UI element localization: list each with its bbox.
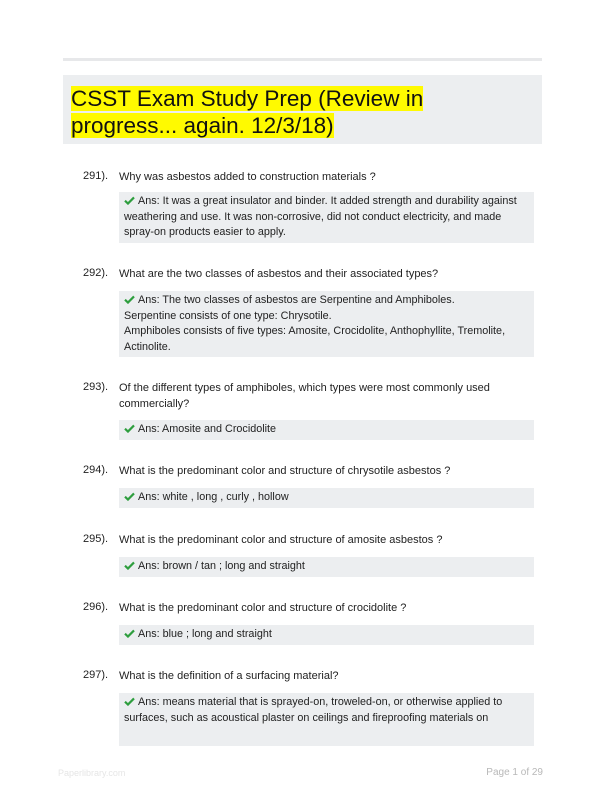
answer-text: Ans: means material that is sprayed-on, troweled-on, or otherwise applied to surfaces, such as acoustical plaster on ceilings and fireproofing materials on bbox=[124, 696, 503, 724]
page-title bbox=[71, 85, 511, 139]
checkmark-icon bbox=[124, 629, 135, 638]
question-number: 292). bbox=[83, 267, 109, 279]
checkmark-icon bbox=[124, 295, 135, 304]
question-number: 294). bbox=[83, 464, 109, 476]
question-text: What are the two classes of asbestos and their associated types? bbox=[119, 268, 439, 280]
checkmark-icon bbox=[124, 561, 135, 570]
checkmark-icon bbox=[124, 196, 135, 205]
question-text: What is the predominant color and structure of chrysotile asbestos ? bbox=[119, 465, 451, 477]
page-indicator: Page 1 of 29 bbox=[486, 767, 543, 778]
answer-box bbox=[119, 291, 534, 357]
answer-text: Ans: brown / tan ; long and straight bbox=[138, 560, 305, 572]
answer-text-line: Serpentine consists of one type: Chrysotile. bbox=[124, 309, 332, 322]
answer-box bbox=[119, 420, 534, 440]
checkmark-icon bbox=[124, 697, 135, 706]
question-text: Of the different types of amphiboles, which types were most commonly used commercially? bbox=[119, 382, 490, 410]
question-text: What is the predominant color and structure of crocidolite ? bbox=[119, 602, 407, 614]
answer-box bbox=[119, 192, 534, 243]
question-number: 293). bbox=[83, 381, 109, 393]
top-divider bbox=[63, 58, 542, 61]
question-text: Why was asbestos added to construction materials ? bbox=[119, 171, 376, 183]
question-number: 296). bbox=[83, 601, 109, 613]
checkmark-icon bbox=[124, 424, 135, 433]
answer-text: Ans: white , long , curly , hollow bbox=[138, 491, 289, 503]
title-banner bbox=[63, 75, 542, 144]
watermark: Paperlibrary.com bbox=[58, 768, 126, 778]
answer-text: Ans: blue ; long and straight bbox=[138, 628, 272, 640]
answer-text-line: Amphiboles consists of five types: Amosite, Crocidolite, Anthophyllite, Tremolite, Actinolite. bbox=[124, 325, 506, 353]
answer-box bbox=[119, 625, 534, 645]
question-text: What is the definition of a surfacing material? bbox=[119, 670, 339, 682]
question-number: 295). bbox=[83, 533, 109, 545]
page-title-text: CSST Exam Study Prep (Review in progress... again. 12/3/18) bbox=[71, 86, 424, 138]
answer-box bbox=[119, 488, 534, 508]
question-text: What is the predominant color and structure of amosite asbestos ? bbox=[119, 534, 443, 546]
answer-box bbox=[119, 557, 534, 577]
answer-text: Ans: The two classes of asbestos are Serpentine and Amphiboles. bbox=[138, 294, 455, 306]
question-number: 291). bbox=[83, 170, 109, 182]
checkmark-icon bbox=[124, 492, 135, 501]
answer-text: Ans: It was a great insulator and binder. It added strength and durability against weathering and use. It was non-corrosive, did not conduct electricity, and made spray-on products easier to apply. bbox=[124, 195, 517, 238]
answer-box bbox=[119, 693, 534, 746]
question-number: 297). bbox=[83, 669, 109, 681]
answer-text: Ans: Amosite and Crocidolite bbox=[138, 423, 277, 435]
